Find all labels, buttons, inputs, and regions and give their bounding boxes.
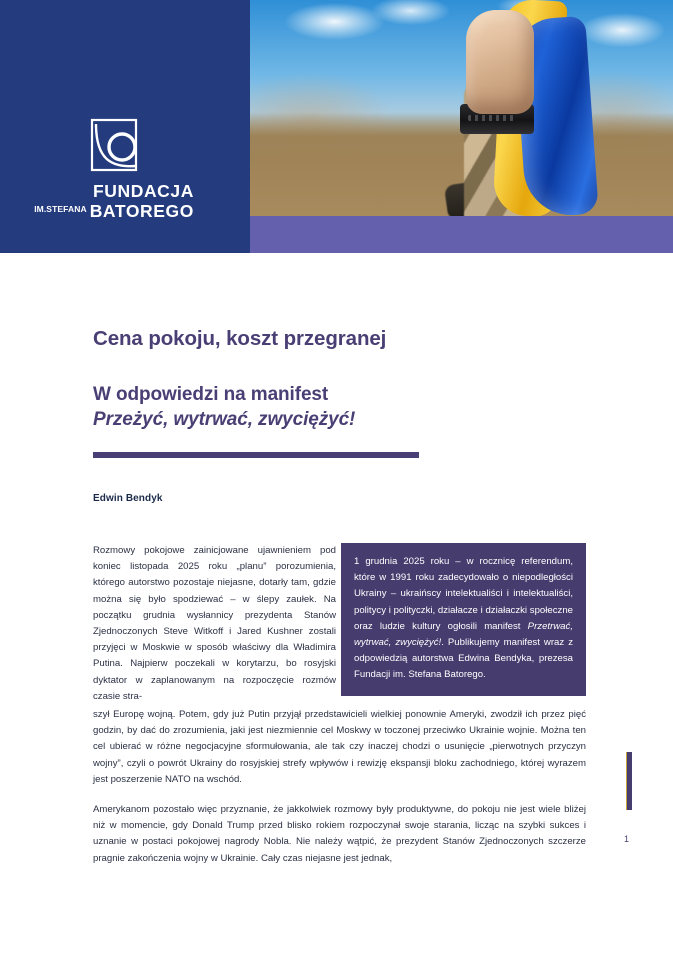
- page-subtitle-line1: W odpowiedzi na manifest: [93, 384, 329, 405]
- article-paragraph-3: Amerykanom pozostało więc przyznanie, że jakkolwiek rozmowy były produktywne, do pokoju nie jest wiele bliżej niż w momencie, gdy Donald Trump przed blisko rokiem rozpoczynał swoje starania, licząc na szybki sukces i uznanie w postaci pokojowej nagrody Nobla. Nie należy wątpić, że prezydent Stanów Zjednoczonych szczerze pragnie zakończenia wojny w Ukrainie. Cały czas niejasne jest jednak,: [93, 804, 586, 864]
- page-header: [0, 0, 673, 253]
- title-block: [93, 326, 593, 432]
- callout-text-part1: 1 grudnia 2025 roku – w rocznicę referendum, które w 1991 roku zadecydowało o niepodległości Ukrainy – ukraińscy intelektualiści i intelektualiści, politycy i polityczki, działacze i działaczki społeczne oraz ludzie kultury ogłosili manifest: [354, 556, 573, 632]
- article-paragraph-2: szył Europę wojną. Potem, gdy już Putin przyjął przedstawicieli wielkiej ponownie Ameryki, zwodził ich przez pięć godzin, by dać do zrozumienia, jaki jest niezmiennie cel Moskwy w toczonej przeciwko Ukrainie wojnie. Można ten cel ubierać w różne negocjacyjne sformułowania, ale tak czy inaczej chodzi o usunięcie „pierwotnych przyczyn wojny”, czyli o powrót Ukrainy do rosyjskiej strefy wpływów i rewizję ekspansji bloku zachodniego, której wyrazem jest poszerzenie NATO na wschód.: [93, 709, 586, 785]
- batory-foundation-logo-icon: [88, 118, 143, 176]
- logo-wordmark: [34, 181, 196, 221]
- page-edge-marker: [627, 752, 632, 810]
- callout-manifest-title: Przetrwać, wytrwać, zwyciężyć!: [354, 620, 573, 649]
- editorial-callout-box: [341, 543, 586, 696]
- article-paragraph-1: Rozmowy pokojowe zainicjowane ujawnieniem pod koniec listopada 2025 roku „planu” porozumienia, którego autorstwo pozostaje niejasne, dotarły tam, gdzie można się było spodziewać – w ślepy zaułek. Na początku grudnia wysłannicy prezydenta Stanów Zjednoczonych Steve Witkoff i Jared Kushner zostali przyjęci w Moskwie w sposób właściwy dla Władimira Putina. Najpierw poczekali w korytarzu, bo rosyjski dyktator w zaplanowanym na rozpoczęcie rozmów czasie stra-: [93, 545, 336, 702]
- header-brand-panel: [0, 0, 250, 253]
- logo-line-im-stefana: IM.STEFANA: [34, 204, 87, 214]
- page-title: Cena pokoju, koszt przegranej: [93, 327, 387, 350]
- article-body: [93, 543, 586, 867]
- foundation-logo: [34, 118, 196, 223]
- callout-text-part2: . Publikujemy manifest wraz z odpowiedzią autorstwa Edwina Bendyka, prezesa Fundacji im. Stefana Batorego.: [354, 637, 573, 681]
- author-name: Edwin Bendyk: [93, 493, 163, 504]
- title-divider: [93, 452, 419, 458]
- logo-line-batorego: BATOREGO: [89, 200, 194, 221]
- logo-line-fundacja: FUNDACJA: [92, 181, 194, 201]
- photo-clenched-fist: [466, 10, 534, 114]
- page-number: 1: [624, 834, 630, 844]
- header-accent-band: [250, 216, 673, 253]
- page-subtitle-line2: Przeżyć, wytrwać, zwyciężyć!: [93, 409, 356, 430]
- hero-photo: [250, 0, 673, 216]
